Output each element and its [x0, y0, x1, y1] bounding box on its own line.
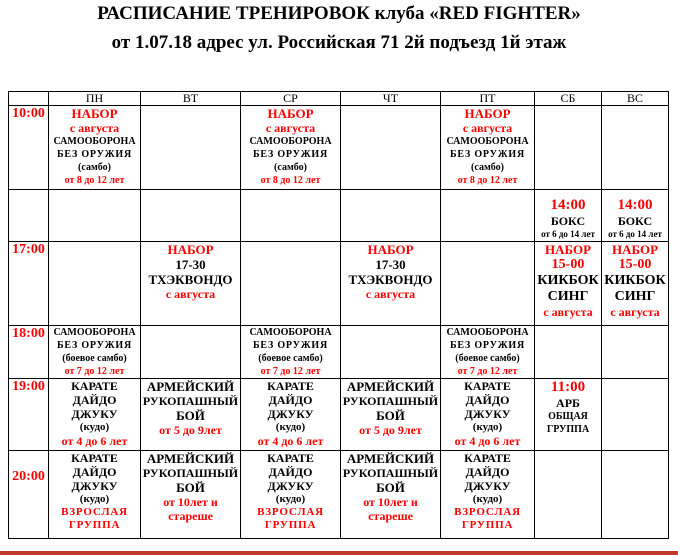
- row-1000: [9, 106, 669, 190]
- class-style: (боевое самбо): [258, 353, 323, 364]
- class-cell-tue-2000: [141, 451, 241, 539]
- class-cell-mon-1800: [49, 326, 141, 379]
- page-subtitle: от 1.07.18 адрес ул. Российская 71 2й подъезд 1й этаж: [111, 32, 567, 53]
- class-name: РУКОПАШНЫЙ: [142, 466, 239, 480]
- class-age: от 6 до 14 лет: [608, 229, 662, 239]
- class-group: ГРУППА: [546, 424, 590, 435]
- class-style: (кудо): [275, 493, 306, 505]
- day-header-sat: СБ: [535, 92, 602, 106]
- class-age: от 5 до 9лет: [359, 423, 422, 437]
- class-name: ТХЭКВОНДО: [148, 272, 233, 287]
- row-weekend: [9, 190, 669, 242]
- header-row: [9, 92, 669, 106]
- class-start-month: с августа: [165, 287, 216, 301]
- class-name: КИКБОК: [604, 273, 666, 288]
- class-cell-sat-1100: [535, 379, 602, 451]
- class-name: КАРАТЕ: [464, 451, 511, 465]
- class-name: ТХЭКВОНДО: [348, 272, 433, 287]
- class-name: ДЖУКУ: [267, 479, 314, 493]
- class-age: от 6 до 14 лет: [541, 229, 595, 239]
- class-enrollment: НАБОР: [544, 242, 592, 257]
- row-1800: [9, 326, 669, 379]
- class-start-month: с августа: [69, 121, 120, 135]
- class-group: ГРУППА: [264, 519, 317, 531]
- empty-cell: [602, 451, 669, 539]
- class-age: от 8 до 12 лет: [457, 175, 518, 186]
- class-group: ВЗРОСЛАЯ: [257, 506, 324, 518]
- time-label: 10:00: [9, 106, 49, 190]
- class-name: ДЖУКУ: [464, 407, 511, 421]
- class-enrollment: НАБОР: [367, 242, 414, 257]
- class-cell-wed-1800: [241, 326, 341, 379]
- class-name: БОЙ: [176, 480, 205, 495]
- empty-cell: [535, 106, 602, 190]
- class-name: АРМЕЙСКИЙ: [346, 379, 435, 394]
- class-style: (кудо): [275, 421, 306, 433]
- class-style: (самбо): [471, 162, 504, 173]
- class-time: 14:00: [617, 197, 653, 213]
- empty-cell: [341, 326, 441, 379]
- class-enrollment: НАБОР: [167, 242, 214, 257]
- empty-cell: [441, 242, 535, 326]
- time-label-empty: [9, 190, 49, 242]
- schedule-table: [8, 91, 669, 539]
- class-group: ОБЩАЯ: [548, 411, 588, 422]
- class-name: ДЖУКУ: [71, 479, 118, 493]
- day-header-sun: ВС: [602, 92, 669, 106]
- class-cell-thu-1700: [341, 242, 441, 326]
- class-name: ДЖУКУ: [71, 407, 118, 421]
- class-group: ВЗРОСЛАЯ: [61, 506, 128, 518]
- time-label: 20:00: [9, 451, 49, 539]
- class-name: ДЖУКУ: [267, 407, 314, 421]
- class-name: ДАЙДО: [268, 465, 313, 479]
- class-group: ГРУППА: [461, 519, 514, 531]
- class-start-month: с августа: [462, 121, 513, 135]
- class-style: (самбо): [274, 162, 307, 173]
- class-name: РУКОПАШНЫЙ: [142, 394, 239, 408]
- row-2000: [9, 451, 669, 539]
- day-header-wed: СР: [241, 92, 341, 106]
- class-name: БОКС: [550, 214, 586, 228]
- row-1700: [9, 242, 669, 326]
- class-name: БОЙ: [376, 480, 405, 495]
- class-name: БОКС: [617, 214, 653, 228]
- class-enrollment: НАБОР: [71, 106, 118, 121]
- row-1900: [9, 379, 669, 451]
- class-name: БОЙ: [376, 408, 405, 423]
- class-cell-thu-2000: [341, 451, 441, 539]
- class-name: СИНГ: [614, 289, 656, 304]
- class-name: СИНГ: [547, 289, 589, 304]
- time-label: 17:00: [9, 242, 49, 326]
- empty-cell: [602, 379, 669, 451]
- class-time: 14:00: [550, 197, 586, 213]
- class-name: БОЙ: [176, 408, 205, 423]
- class-name: ДАЙДО: [268, 393, 313, 407]
- class-cell-tue-1700: [141, 242, 241, 326]
- class-name: БЕЗ ОРУЖИЯ: [56, 149, 133, 160]
- class-name: БЕЗ ОРУЖИЯ: [252, 340, 329, 351]
- class-start-month: с августа: [610, 305, 660, 319]
- class-name: БЕЗ ОРУЖИЯ: [56, 340, 133, 351]
- empty-cell: [341, 190, 441, 242]
- class-time: 15-00: [551, 257, 585, 272]
- class-style: (самбо): [78, 162, 111, 173]
- class-cell-fri-1800: [441, 326, 535, 379]
- class-age: от 4 до 6 лет: [61, 434, 128, 448]
- class-name: БЕЗ ОРУЖИЯ: [449, 149, 526, 160]
- class-age: от 7 до 12 лет: [260, 366, 321, 377]
- class-name: РУКОПАШНЫЙ: [342, 466, 439, 480]
- empty-cell: [49, 242, 141, 326]
- class-time: 11:00: [550, 379, 586, 395]
- page-title: РАСПИСАНИЕ ТРЕНИРОВОК клуба «RED FIGHTER»: [97, 3, 581, 24]
- class-name: ДАЙДО: [72, 393, 117, 407]
- class-style: (кудо): [79, 421, 110, 433]
- class-name: АРМЕЙСКИЙ: [146, 451, 235, 466]
- class-name: САМООБОРОНА: [249, 136, 332, 147]
- class-cell-mon-1900: [49, 379, 141, 451]
- class-cell-mon-2000: [49, 451, 141, 539]
- class-name: АРМЕЙСКИЙ: [146, 379, 235, 394]
- class-age: от 8 до 12 лет: [64, 175, 125, 186]
- class-cell-fri-1900: [441, 379, 535, 451]
- class-name: САМООБОРОНА: [446, 327, 529, 338]
- class-age: от 8 до 12 лет: [260, 175, 321, 186]
- day-header-tue: ВТ: [141, 92, 241, 106]
- class-enrollment: НАБОР: [464, 106, 511, 121]
- class-cell-fri-2000: [441, 451, 535, 539]
- class-style: (кудо): [472, 493, 503, 505]
- class-cell-mon-1000: [49, 106, 141, 190]
- class-age: от 4 до 6 лет: [454, 434, 521, 448]
- class-time: 17-30: [175, 257, 206, 272]
- empty-cell: [602, 326, 669, 379]
- class-enrollment: НАБОР: [611, 242, 659, 257]
- class-style: (боевое самбо): [455, 353, 520, 364]
- bottom-edge-strip: [0, 551, 678, 555]
- class-name: САМООБОРОНА: [446, 136, 529, 147]
- class-group: ВЗРОСЛАЯ: [454, 506, 521, 518]
- class-name: САМООБОРОНА: [249, 327, 332, 338]
- class-cell-wed-1000: [241, 106, 341, 190]
- class-name: КИКБОК: [537, 273, 599, 288]
- empty-cell: [141, 106, 241, 190]
- class-cell-tue-1900: [141, 379, 241, 451]
- class-age: от 4 до 6 лет: [257, 434, 324, 448]
- class-name: КАРАТЕ: [267, 379, 314, 393]
- class-enrollment: НАБОР: [267, 106, 314, 121]
- class-name: КАРАТЕ: [464, 379, 511, 393]
- class-name: БЕЗ ОРУЖИЯ: [449, 340, 526, 351]
- class-start-month: с августа: [543, 305, 593, 319]
- class-style: (кудо): [472, 421, 503, 433]
- class-name: БЕЗ ОРУЖИЯ: [252, 149, 329, 160]
- class-age: от 5 до 9лет: [159, 423, 222, 437]
- class-style: (боевое самбо): [62, 353, 127, 364]
- time-label: 18:00: [9, 326, 49, 379]
- empty-cell: [535, 326, 602, 379]
- class-age: от 10лет и: [363, 495, 418, 509]
- time-label: 19:00: [9, 379, 49, 451]
- class-age: стареше: [368, 509, 413, 523]
- empty-cell: [241, 190, 341, 242]
- class-time: 17-30: [375, 257, 406, 272]
- class-name: КАРАТЕ: [71, 379, 118, 393]
- class-name: ДАЙДО: [465, 393, 510, 407]
- class-name: КАРАТЕ: [267, 451, 314, 465]
- class-age: от 7 до 12 лет: [457, 366, 518, 377]
- class-name: АРМЕЙСКИЙ: [346, 451, 435, 466]
- class-cell-wed-1900: [241, 379, 341, 451]
- class-start-month: с августа: [265, 121, 316, 135]
- empty-cell: [49, 190, 141, 242]
- class-name: ДАЙДО: [465, 465, 510, 479]
- class-name: КАРАТЕ: [71, 451, 118, 465]
- empty-cell: [341, 106, 441, 190]
- class-name: РУКОПАШНЫЙ: [342, 394, 439, 408]
- empty-cell: [141, 190, 241, 242]
- day-header-thu: ЧТ: [341, 92, 441, 106]
- empty-cell: [241, 242, 341, 326]
- class-age: от 10лет и: [163, 495, 218, 509]
- empty-cell: [602, 106, 669, 190]
- class-name: САМООБОРОНА: [53, 327, 136, 338]
- class-name: САМООБОРОНА: [53, 136, 136, 147]
- class-age: от 7 до 12 лет: [64, 366, 125, 377]
- class-cell-sun-1500: [602, 242, 669, 326]
- class-style: (кудо): [79, 493, 110, 505]
- class-name: ДЖУКУ: [464, 479, 511, 493]
- empty-cell: [441, 190, 535, 242]
- corner-cell: [9, 92, 49, 106]
- class-cell-sat-1400: [535, 190, 602, 242]
- class-cell-fri-1000: [441, 106, 535, 190]
- empty-cell: [141, 326, 241, 379]
- empty-cell: [535, 451, 602, 539]
- class-time: 15-00: [618, 257, 652, 272]
- class-cell-sat-1500: [535, 242, 602, 326]
- class-cell-sun-1400: [602, 190, 669, 242]
- day-header-mon: ПН: [49, 92, 141, 106]
- class-name: ДАЙДО: [72, 465, 117, 479]
- class-start-month: с августа: [365, 287, 416, 301]
- class-age: стареше: [168, 509, 213, 523]
- class-cell-thu-1900: [341, 379, 441, 451]
- class-group: ГРУППА: [68, 519, 121, 531]
- class-cell-wed-2000: [241, 451, 341, 539]
- class-name: АРБ: [556, 396, 580, 410]
- day-header-fri: ПТ: [441, 92, 535, 106]
